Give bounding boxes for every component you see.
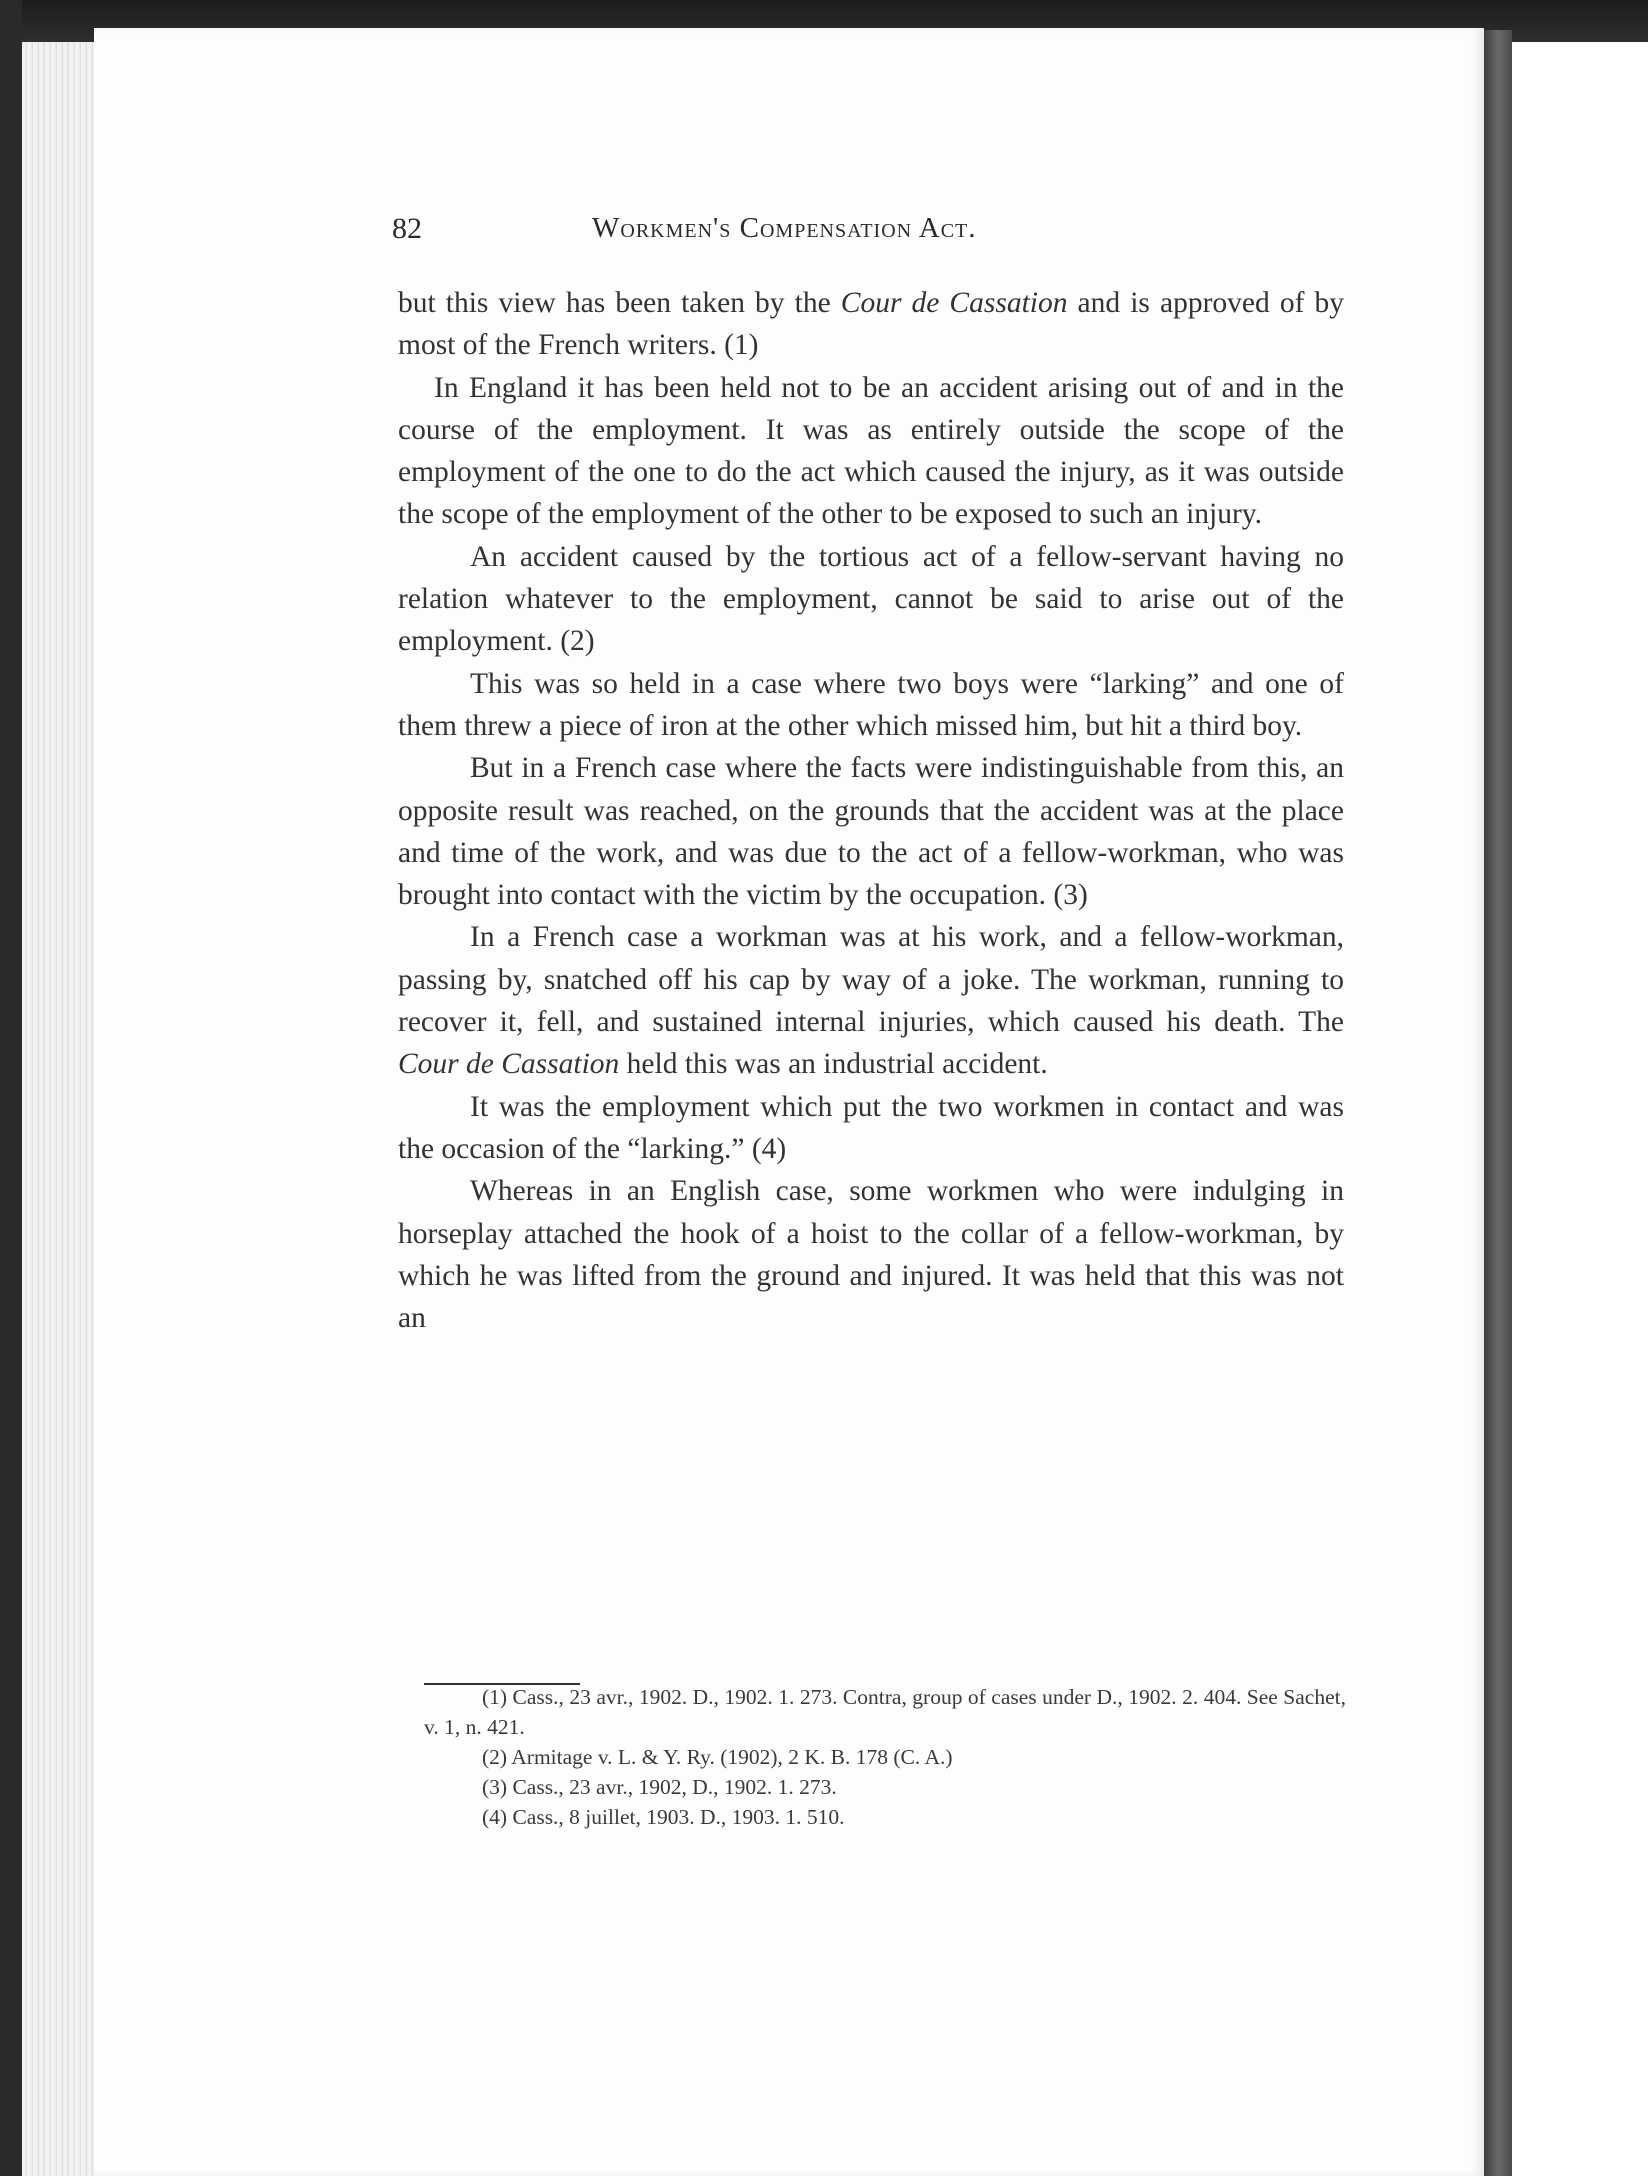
italic-term: Cour de Cassation — [398, 1048, 620, 1081]
page-number: 82 — [392, 212, 422, 245]
paragraph — [398, 916, 1344, 1085]
paragraph-text: In a French case a workman was at his work, and a fellow-workman, passing by, snatched off his cap by way of a joke. The workman, running to recover it, fell, and sustained internal injuries, which caused his death. The — [398, 921, 1344, 1039]
footnote: (2) Armitage v. L. & Y. Ry. (1902), 2 K. B. 178 (C. A.) — [482, 1745, 953, 1769]
page-stack-edge — [22, 42, 94, 2176]
paragraph-text: Whereas in an English case, some workmen who were indulging in horseplay attached the hook of a hoist to the collar of a fellow-workman, by which he was lifted from the ground and injured. It was held that this was not an — [398, 1175, 1344, 1335]
book-spine — [1484, 30, 1512, 2176]
facing-page-edge — [1512, 42, 1648, 2176]
paragraph-text: held this was an industrial accident. — [619, 1048, 1048, 1081]
italic-term: Cour de Cassation — [840, 287, 1068, 319]
scan-edge-left — [0, 0, 22, 2176]
paragraph-text: but this view has been taken by the — [398, 287, 841, 319]
paragraph-text: This was so held in a case where two boys were “larking” and one of them threw a piece of iron at the other which missed him, but hit a third boy. — [398, 667, 1344, 742]
paragraph — [398, 282, 1344, 367]
footnotes — [424, 1682, 1346, 1832]
paragraph — [398, 663, 1344, 748]
footnote: (3) Cass., 23 avr., 1902, D., 1902. 1. 273. — [482, 1775, 837, 1799]
running-head — [392, 212, 1122, 262]
paragraph — [398, 536, 1344, 663]
running-title: Workmen's Compensation Act. — [592, 212, 977, 244]
body-text — [398, 282, 1344, 1339]
footnote: (4) Cass., 8 juillet, 1903. D., 1903. 1. 510. — [482, 1805, 845, 1829]
paragraph — [398, 747, 1344, 916]
paragraph — [398, 1086, 1344, 1171]
paragraph-text: An accident caused by the tortious act of a fellow-servant having no relation whatever to the employment, cannot be said to arise out of the employment. (2) — [398, 540, 1344, 658]
paragraph — [398, 367, 1344, 536]
paragraph-text: But in a French case where the facts were indistinguishable from this, an opposite result was reached, on the grounds that the accident was at the place and time of the work, and was due to the act of a fellow-workman, who was brought into contact with the victim by the occupation. (3) — [398, 752, 1344, 912]
paragraph-text: and is approved of by most of the French writers. (1) — [398, 287, 1344, 362]
paragraph-text: It was the employment which put the two workmen in contact and was the occasion of the “larking.” (4) — [398, 1090, 1344, 1165]
paragraph-text: In England it has been held not to be an accident arising out of and in the course of the employment. It was as entirely outside the scope of the employment of the one to do the act which caused the injury, as it was outside the scope of the employment of the other to be exposed to such an injury. — [398, 371, 1344, 531]
footnote: (1) Cass., 23 avr., 1902. D., 1902. 1. 273. Contra, group of cases under D., 1902. 2. 404. See Sachet, v. 1, n. 421. — [424, 1685, 1346, 1739]
paragraph — [398, 1170, 1344, 1339]
